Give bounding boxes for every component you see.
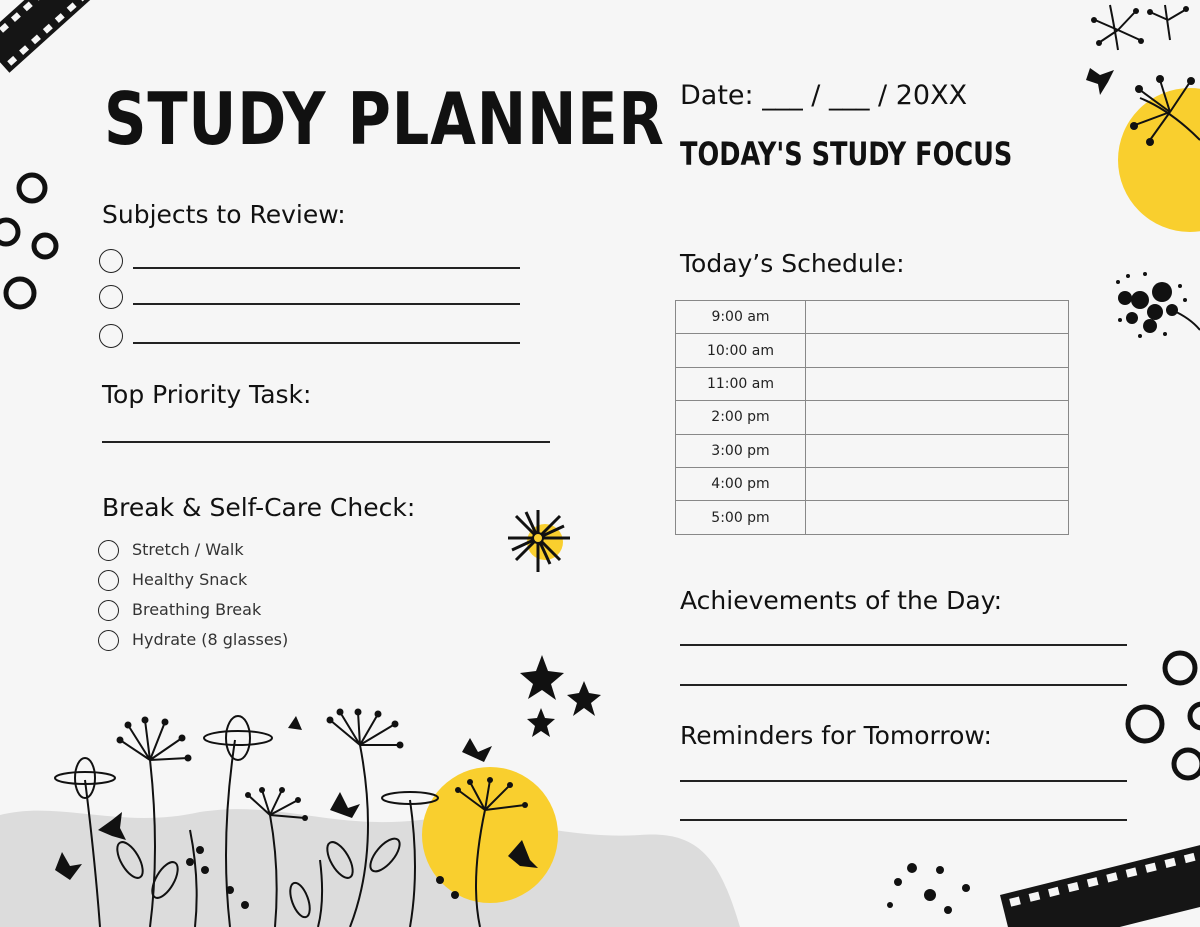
- subject-checkbox[interactable]: [99, 285, 123, 309]
- schedule-time: 3:00 pm: [676, 434, 806, 467]
- table-row: [676, 501, 1069, 534]
- schedule-slot[interactable]: [806, 334, 1069, 367]
- schedule-time: 9:00 am: [676, 301, 806, 334]
- break-check-heading: Break & Self-Care Check:: [102, 493, 416, 522]
- break-checkbox[interactable]: [98, 570, 119, 591]
- schedule-slot[interactable]: [806, 467, 1069, 500]
- subject-checkbox[interactable]: [99, 324, 123, 348]
- table-row: [676, 401, 1069, 434]
- schedule-slot[interactable]: [806, 401, 1069, 434]
- butterfly-icon: [330, 792, 360, 818]
- brush-circles-right-icon: [1128, 653, 1200, 778]
- subject-line[interactable]: [133, 342, 520, 344]
- priority-heading: Top Priority Task:: [102, 380, 312, 409]
- subject-line[interactable]: [133, 267, 520, 269]
- page-title: STUDY PLANNER: [104, 77, 665, 161]
- achievement-line[interactable]: [680, 684, 1127, 686]
- break-item-label: Healthy Snack: [132, 570, 248, 589]
- table-row: [676, 434, 1069, 467]
- berry-cluster-right-icon: [1116, 272, 1187, 338]
- break-item-label: Hydrate (8 glasses): [132, 630, 289, 649]
- butterfly-icon: [462, 738, 492, 762]
- priority-line[interactable]: [102, 441, 550, 443]
- schedule-slot[interactable]: [806, 301, 1069, 334]
- break-item-label: Breathing Break: [132, 600, 262, 619]
- reminder-line[interactable]: [680, 780, 1127, 782]
- table-row: [676, 334, 1069, 367]
- reminders-heading: Reminders for Tomorrow:: [680, 721, 992, 750]
- schedule-table: [675, 300, 1069, 535]
- schedule-time: 11:00 am: [676, 367, 806, 400]
- table-row: [676, 467, 1069, 500]
- schedule-heading: Today’s Schedule:: [680, 249, 905, 278]
- film-strip-top-left-icon: [0, 0, 136, 73]
- subject-line[interactable]: [133, 303, 520, 305]
- break-checkbox[interactable]: [98, 540, 119, 561]
- break-checkbox[interactable]: [98, 600, 119, 621]
- focus-heading: TODAY'S STUDY FOCUS: [680, 135, 1013, 173]
- achievement-line[interactable]: [680, 644, 1127, 646]
- subject-checkbox[interactable]: [99, 249, 123, 273]
- stars-icon: [520, 655, 601, 737]
- schedule-time: 5:00 pm: [676, 501, 806, 534]
- schedule-slot[interactable]: [806, 367, 1069, 400]
- break-item-label: Stretch / Walk: [132, 540, 244, 559]
- schedule-slot[interactable]: [806, 434, 1069, 467]
- break-checkbox[interactable]: [98, 630, 119, 651]
- table-row: [676, 301, 1069, 334]
- ink-dots-icon: [887, 863, 970, 914]
- film-strip-bottom-right-icon: [1000, 839, 1200, 927]
- butterfly-top-right-icon: [1086, 68, 1114, 95]
- brush-circles-left-icon: [0, 175, 56, 307]
- schedule-time: 10:00 am: [676, 334, 806, 367]
- schedule-slot[interactable]: [806, 501, 1069, 534]
- yellow-circle-top-right: [1118, 88, 1200, 232]
- subjects-heading: Subjects to Review:: [102, 200, 346, 229]
- date-label: Date: ___ / ___ / 20XX: [680, 80, 968, 111]
- schedule-time: 2:00 pm: [676, 401, 806, 434]
- table-row: [676, 367, 1069, 400]
- achievements-heading: Achievements of the Day:: [680, 586, 1003, 615]
- schedule-time: 4:00 pm: [676, 467, 806, 500]
- butterfly-icon: [288, 716, 302, 730]
- reminder-line[interactable]: [680, 819, 1127, 821]
